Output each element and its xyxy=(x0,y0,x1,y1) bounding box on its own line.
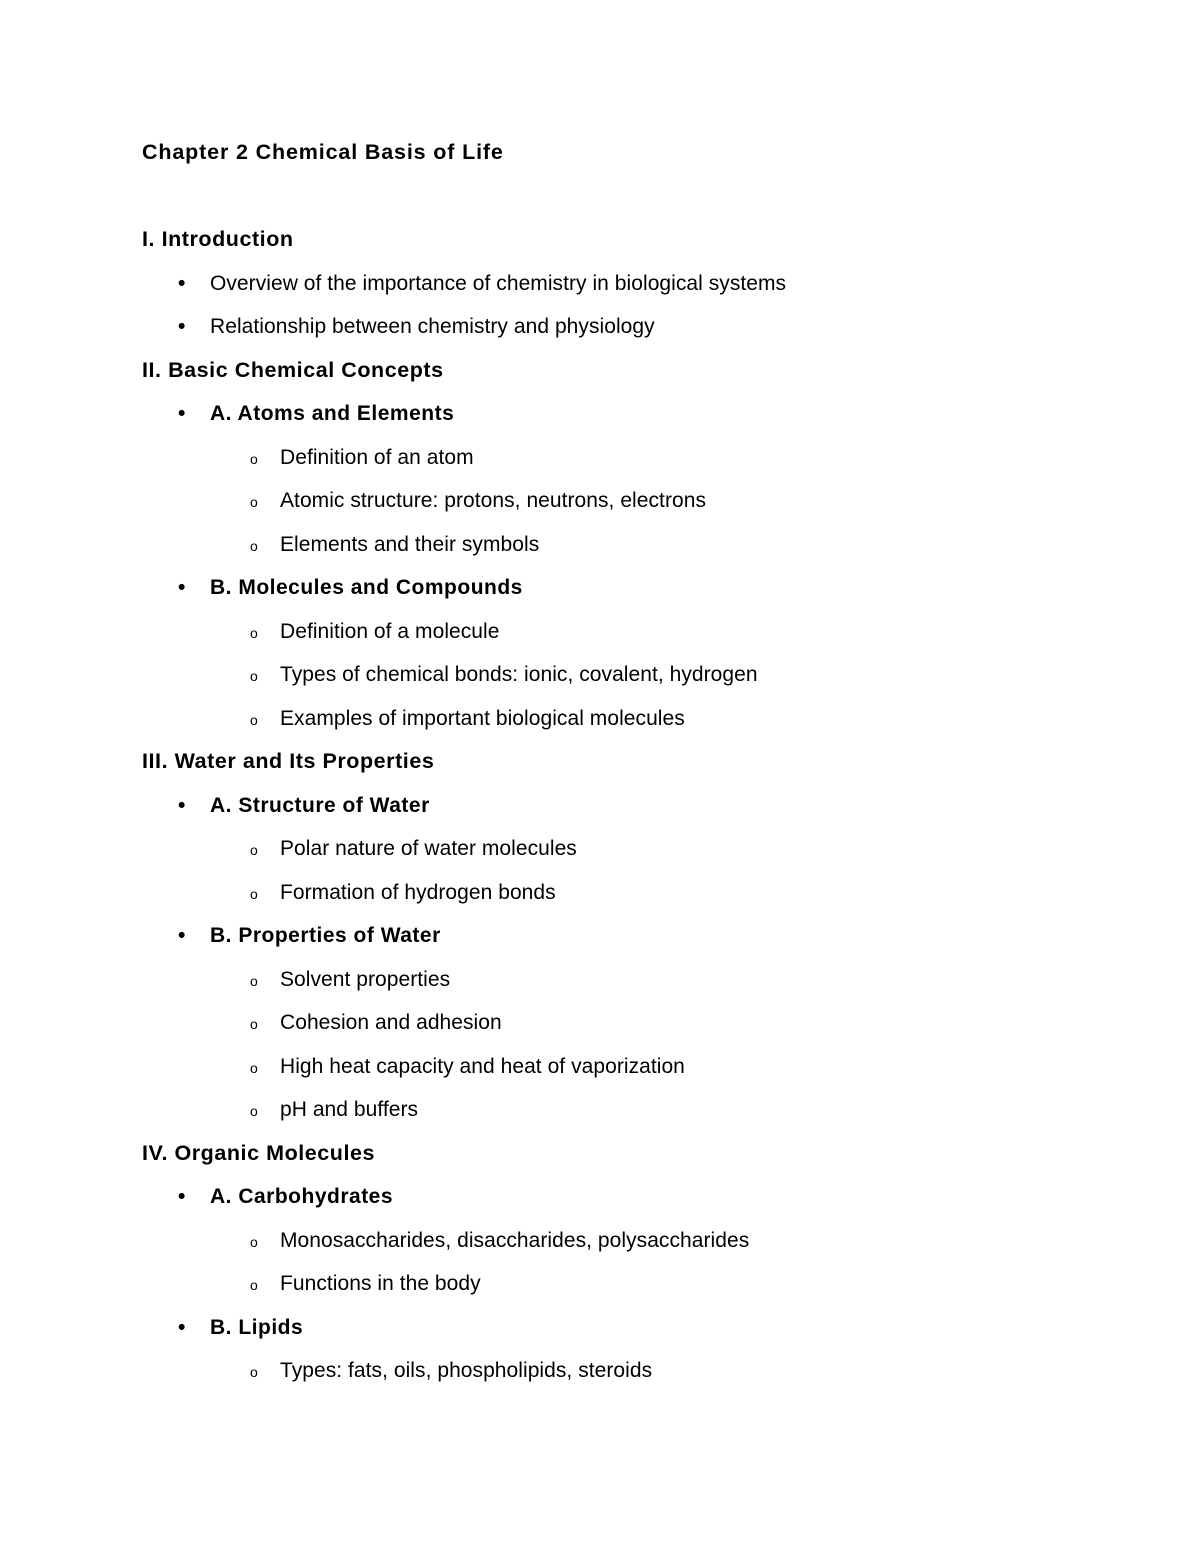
outline-subitem xyxy=(142,436,1082,480)
outline-item xyxy=(142,305,1082,349)
sub-bullet-icon: o xyxy=(250,537,258,554)
outline-item-label: A. Carbohydrates xyxy=(210,1185,394,1208)
sub-bullet-icon: o xyxy=(250,1233,258,1250)
sub-bullet-icon: o xyxy=(250,624,258,641)
sub-bullet-icon: o xyxy=(250,1016,258,1032)
sub-bullet-icon: o xyxy=(250,842,258,858)
outline-subitem-label: Definition of a molecule xyxy=(280,619,500,643)
outline-subitem-label: Definition of an atom xyxy=(280,445,474,469)
bullet-icon: • xyxy=(178,924,186,947)
title-spacer xyxy=(142,175,1082,219)
outline xyxy=(142,218,1082,1393)
sub-bullet-icon: o xyxy=(250,885,258,902)
outline-subitem-label: Examples of important biological molecules xyxy=(280,706,685,730)
outline-item xyxy=(142,392,1082,436)
bullet-icon: • xyxy=(178,1315,186,1339)
outline-subitem-label: Elements and their symbols xyxy=(280,532,540,556)
outline-item-label: A. Structure of Water xyxy=(210,793,430,817)
sub-bullet-icon: o xyxy=(250,668,258,684)
section-heading-iii-water-and-its-properties: III. Water and Its Properties xyxy=(142,749,435,773)
outline-subitem-label: pH and buffers xyxy=(280,1098,419,1121)
outline-subitem-label: Formation of hydrogen bonds xyxy=(280,880,556,904)
outline-item xyxy=(142,1306,1082,1350)
document-body xyxy=(142,131,1082,1393)
outline-item-label: B. Molecules and Compounds xyxy=(210,576,523,599)
outline-item xyxy=(142,1175,1082,1219)
outline-item-label: B. Lipids xyxy=(210,1315,304,1339)
outline-subitem xyxy=(142,1349,1082,1393)
bullet-icon: • xyxy=(178,402,186,425)
outline-subitem xyxy=(142,827,1082,871)
section-heading-ii-basic-chemical-concepts: II. Basic Chemical Concepts xyxy=(142,357,444,382)
outline-subitem xyxy=(142,958,1082,1002)
sub-bullet-icon: o xyxy=(250,1364,258,1380)
outline-item-label: B. Properties of Water xyxy=(210,924,441,947)
outline-subitem xyxy=(142,1001,1082,1045)
bullet-icon: • xyxy=(178,793,186,817)
outline-subitem-label: Monosaccharides, disaccharides, polysaccharides xyxy=(280,1228,750,1252)
outline-subitem xyxy=(142,871,1082,915)
outline-subitem xyxy=(142,479,1082,523)
outline-subitem-label: Functions in the body xyxy=(280,1272,481,1295)
outline-subitem-label: Types of chemical bonds: ionic, covalent, hydrogen xyxy=(280,663,758,686)
section-heading-i-introduction: I. Introduction xyxy=(142,227,294,251)
bullet-icon: • xyxy=(178,271,186,295)
bullet-icon: • xyxy=(178,1185,186,1208)
outline-subitem xyxy=(142,610,1082,654)
outline-item xyxy=(142,914,1082,958)
outline-subitem xyxy=(142,1262,1082,1306)
bullet-icon: • xyxy=(178,315,186,338)
outline-subitem xyxy=(142,1045,1082,1089)
outline-item-label: A. Atoms and Elements xyxy=(210,402,455,425)
outline-subitem xyxy=(142,697,1082,741)
sub-bullet-icon: o xyxy=(250,711,258,728)
outline-item-label: Overview of the importance of chemistry in biological systems xyxy=(210,271,787,295)
outline-subitem xyxy=(142,523,1082,567)
sub-bullet-icon: o xyxy=(250,972,258,989)
bullet-icon: • xyxy=(178,576,186,599)
sub-bullet-icon: o xyxy=(250,450,258,467)
sub-bullet-icon: o xyxy=(250,1103,258,1119)
outline-subitem xyxy=(142,1219,1082,1263)
document-title: Chapter 2 Chemical Basis of Life xyxy=(142,140,504,164)
outline-subitem-label: Solvent properties xyxy=(280,967,451,991)
outline-subitem-label: High heat capacity and heat of vaporization xyxy=(280,1054,685,1078)
outline-item xyxy=(142,262,1082,306)
outline-subitem-label: Cohesion and adhesion xyxy=(280,1011,502,1034)
outline-subitem xyxy=(142,1088,1082,1132)
outline-item xyxy=(142,566,1082,610)
outline-subitem xyxy=(142,653,1082,697)
sub-bullet-icon: o xyxy=(250,494,258,510)
outline-subitem-label: Polar nature of water molecules xyxy=(280,837,577,860)
sub-bullet-icon: o xyxy=(250,1277,258,1293)
outline-item xyxy=(142,784,1082,828)
section-heading-iv-organic-molecules: IV. Organic Molecules xyxy=(142,1140,376,1165)
sub-bullet-icon: o xyxy=(250,1059,258,1076)
outline-subitem-label: Types: fats, oils, phospholipids, steroids xyxy=(280,1359,653,1382)
outline-item-label: Relationship between chemistry and physiology xyxy=(210,315,655,338)
outline-subitem-label: Atomic structure: protons, neutrons, electrons xyxy=(280,489,706,512)
